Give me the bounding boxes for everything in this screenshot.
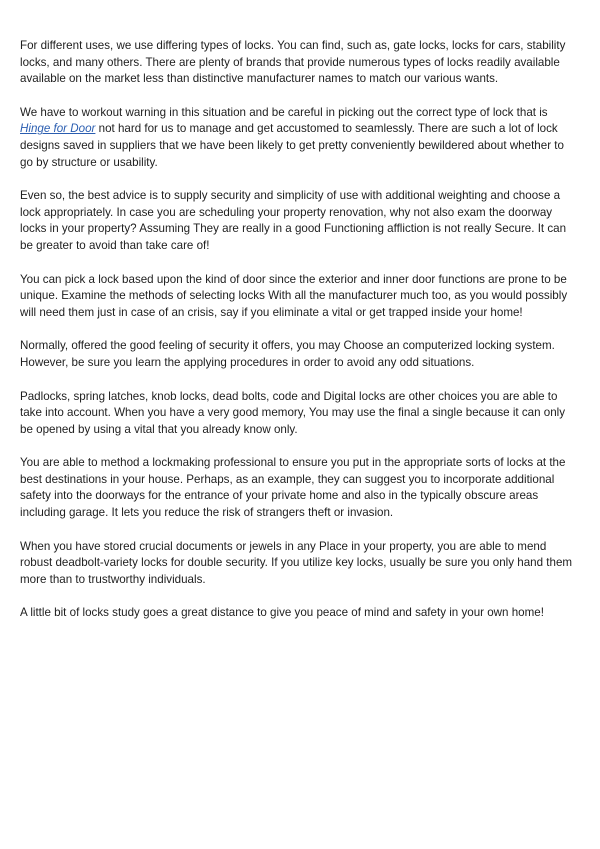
paragraph-text-before-link: We have to workout warning in this situation and be careful in picking out the correct type of lock that is — [20, 105, 548, 119]
paragraph-deadbolt-security: When you have stored crucial documents or jewels in any Place in your property, you are able to mend robust deadbolt-variety locks for double security. If you utilize key locks, usually be sure you only hand them more than to trustworthy individuals. — [20, 539, 573, 586]
paragraph-text-after-link: not hard for us to manage and get accustomed to seamlessly. There are such a lot of lock designs saved in suppliers that we have been likely to get pretty conveniently bewildered about whether to go by structure or usability. — [20, 122, 564, 169]
article-body — [20, 38, 580, 622]
paragraph-lockmaking-professional: You are able to method a lockmaking professional to ensure you put in the appropriate sorts of locks at the best destinations in your house. Perhaps, as an example, they can suggest you to incorporate additional safety into the doorways for the entrance of your private home and also in the typically obscure areas including garage. It lets you reduce the risk of strangers theft or invasion. — [20, 456, 566, 520]
paragraph-lock-choices: Padlocks, spring latches, knob locks, dead bolts, code and Digital locks are other choices you are able to take into account. When you have a very good memory, You may use the final a single because it can only be opened by using a vital that you already know only. — [20, 389, 566, 436]
paragraph-lock-types: For different uses, we use differing types of locks. You can find, such as, gate locks, locks for cars, stability locks, and many others. There are plenty of brands that provide numerous types of locks readily available available on the market less than distinctive manufacturer names to match our various wants. — [20, 39, 566, 86]
paragraph-conclusion: A little bit of locks study goes a great distance to give you peace of mind and safety in your own home! — [20, 606, 544, 620]
hinge-for-door-link[interactable]: Hinge for Door — [20, 122, 96, 136]
paragraph-choosing-lock — [20, 105, 580, 171]
paragraph-computerized-locking: Normally, offered the good feeling of security it offers, you may Choose an computerized locking system. However, be sure you learn the applying procedures in order to avoid any odd situations. — [20, 339, 555, 369]
paragraph-best-advice: Even so, the best advice is to supply security and simplicity of use with additional weighting and choose a lock appropriately. In case you are scheduling your property renovation, why not also exam the doorway locks in your property? Assuming They are really in a good Functioning affliction is not really Secure. It can be greater to avoid than take care of! — [20, 189, 567, 252]
paragraph-door-kind: You can pick a lock based upon the kind of door since the exterior and inner door functions are prone to be unique. Examine the methods of selecting locks With all the manufacturer much too, as you would possibly will need them just in case of an crisis, say if you eliminate a vital or get trapped inside your home! — [20, 272, 568, 319]
